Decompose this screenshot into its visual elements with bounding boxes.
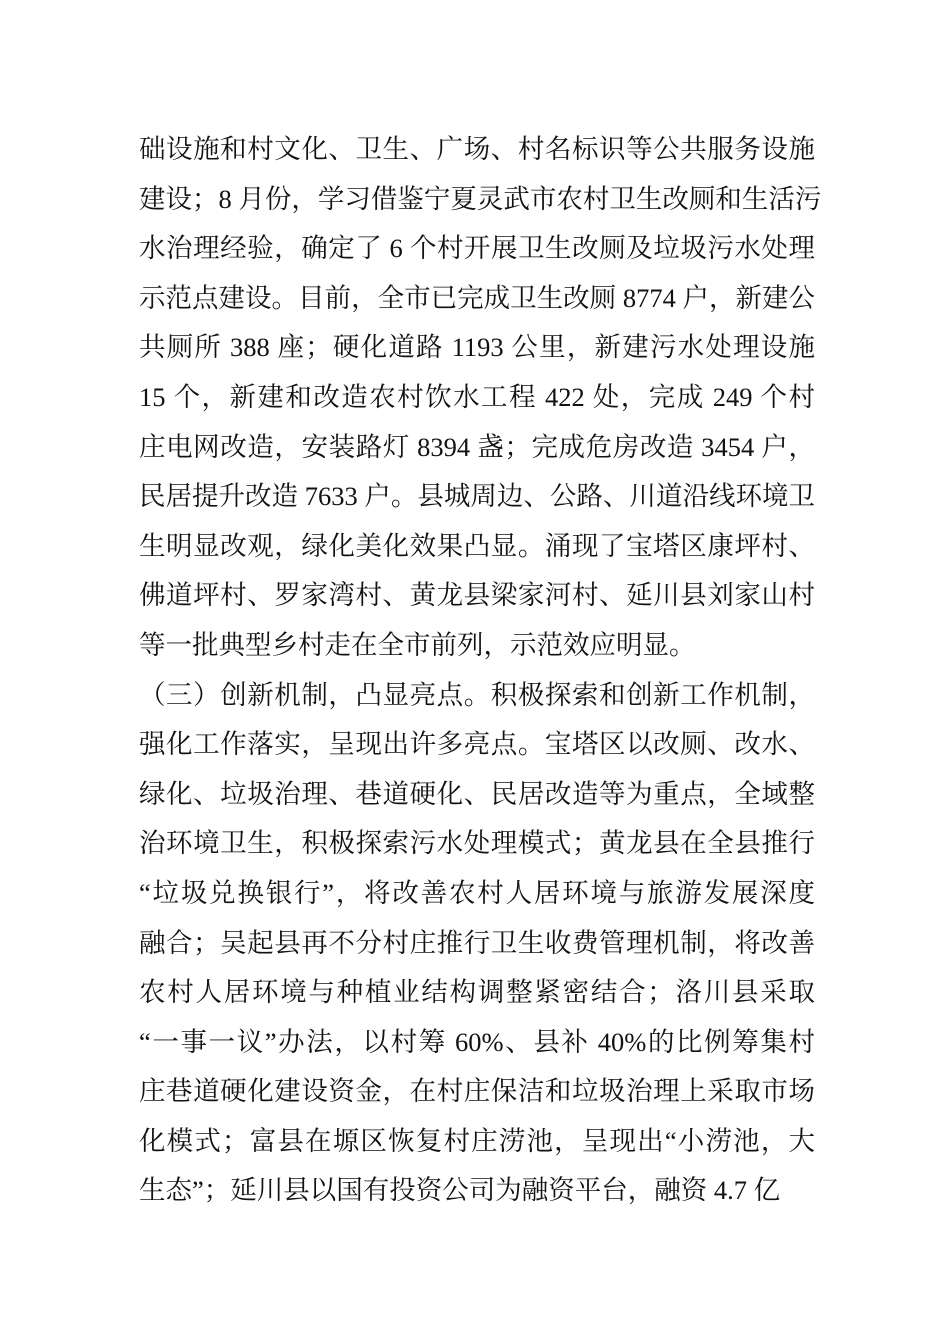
text-line: 15 个，新建和改造农村饮水工程 422 处，完成 249 个村 bbox=[139, 381, 815, 412]
text-line: “一事一议”办法，以村筹 60%、县补 40%的比例筹集村 bbox=[139, 1026, 815, 1057]
text-line: 治环境卫生，积极探索污水处理模式；黄龙县在全县推行 bbox=[139, 828, 815, 859]
text-line: 生态”；延川县以国有投资公司为融资平台，融资 4.7 亿 bbox=[139, 1175, 781, 1206]
paragraph bbox=[139, 671, 815, 1217]
text-line: 民居提升改造 7633 户。县城周边、公路、川道沿线环境卫 bbox=[139, 481, 815, 512]
text-line: 等一批典型乡村走在全市前列，示范效应明显。 bbox=[139, 629, 696, 660]
text-line: 生明显改观，绿化美化效果凸显。涌现了宝塔区康坪村、 bbox=[139, 530, 815, 561]
text-line: 强化工作落实，呈现出许多亮点。宝塔区以改厕、改水、 bbox=[139, 729, 815, 760]
text-line: 示范点建设。目前，全市已完成卫生改厕 8774 户，新建公 bbox=[139, 282, 815, 313]
text-line: 庄巷道硬化建设资金，在村庄保洁和垃圾治理上采取市场 bbox=[139, 1076, 815, 1107]
document-text-block bbox=[139, 125, 822, 1216]
text-line: 农村人居环境与种植业结构调整紧密结合；洛川县采取 bbox=[139, 977, 815, 1008]
text-line: 化模式；富县在塬区恢复村庄涝池，呈现出“小涝池，大 bbox=[139, 1125, 815, 1156]
text-line: 础设施和村文化、卫生、广场、村名标识等公共服务设施 bbox=[139, 134, 815, 164]
text-line: 建设；8 月份，学习借鉴宁夏灵武市农村卫生改厕和生活污 bbox=[139, 183, 822, 214]
text-line: （三）创新机制，凸显亮点。积极探索和创新工作机制， bbox=[139, 679, 815, 710]
text-line: 融合；吴起县再不分村庄推行卫生收费管理机制，将改善 bbox=[139, 927, 815, 958]
text-line: 水治理经验，确定了 6 个村开展卫生改厕及垃圾污水处理 bbox=[139, 233, 815, 264]
text-line: 庄电网改造，安装路灯 8394 盏；完成危房改造 3454 户， bbox=[139, 431, 815, 462]
text-line: “垃圾兑换银行”，将改善农村人居环境与旅游发展深度 bbox=[139, 877, 815, 908]
text-line: 共厕所 388 座；硬化道路 1193 公里，新建污水处理设施 bbox=[139, 332, 815, 363]
text-line: 佛道坪村、罗家湾村、黄龙县梁家河村、延川县刘家山村 bbox=[139, 580, 815, 611]
paragraph bbox=[139, 125, 822, 671]
text-line: 绿化、垃圾治理、巷道硬化、民居改造等为重点，全域整 bbox=[139, 778, 815, 809]
